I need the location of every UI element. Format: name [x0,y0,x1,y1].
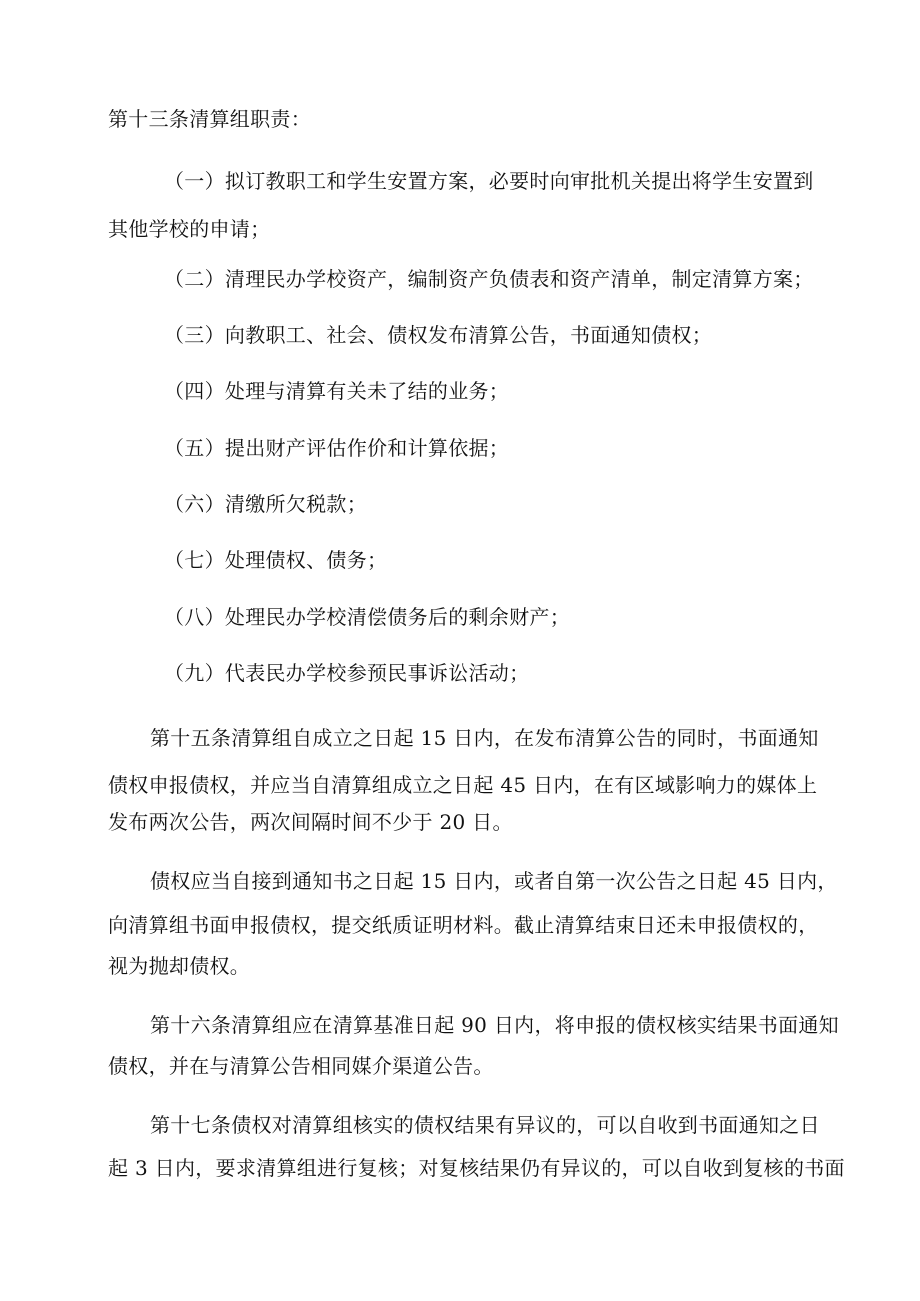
article-17-line-2: 起 3 日内，要求清算组进行复核；对复核结果仍有异议的，可以自收到复核的书面 [108,1156,845,1180]
article-13-heading: 第十三条清算组职责： [108,107,311,131]
claims-paragraph-line-1: 债权应当自接到通知书之日起 15 日内，或者自第一次公告之日起 45 日内， [150,869,838,893]
article-15-line-1: 第十五条清算组自成立之日起 15 日内，在发布清算公告的同时，书面通知 [150,726,819,750]
duty-8: （八）处理民办学校清偿债务后的剩余财产； [164,605,570,629]
article-16-line-2: 债权，并在与清算公告相同媒介渠道公告。 [108,1054,494,1078]
article-17-line-1: 第十七条债权对清算组核实的债权结果有异议的，可以自收到书面通知之日 [150,1113,820,1137]
duty-9: （九）代表民办学校参预民事诉讼活动； [164,661,530,685]
duty-3: （三）向教职工、社会、债权发布清算公告，书面通知债权； [164,323,713,347]
claims-paragraph-line-3: 视为抛却债权。 [108,954,251,978]
article-15-line-3: 发布两次公告，两次间隔时间不少于 20 日。 [108,810,513,834]
duty-1-line-2: 其他学校的申请； [108,217,271,241]
article-16-line-1: 第十六条清算组应在清算基准日起 90 日内，将申报的债权核实结果书面通知 [150,1013,839,1037]
duty-6: （六）清缴所欠税款； [164,492,367,516]
duty-4: （四）处理与清算有关未了结的业务； [164,379,510,403]
duty-1-line-1: （一）拟订教职工和学生安置方案，必要时向审批机关提出将学生安置到 [164,169,814,193]
claims-paragraph-line-2: 向清算组书面申报债权，提交纸质证明材料。截止清算结束日还未申报债权的， [108,913,819,937]
article-15-line-2: 债权申报债权，并应当自清算组成立之日起 45 日内，在有区域影响力的媒体上 [108,773,818,797]
duty-7: （七）处理债权、债务； [164,548,388,572]
duty-5: （五）提出财产评估作价和计算依据； [164,436,510,460]
duty-2: （二）清理民办学校资产，编制资产负债表和资产清单，制定清算方案； [164,267,814,291]
